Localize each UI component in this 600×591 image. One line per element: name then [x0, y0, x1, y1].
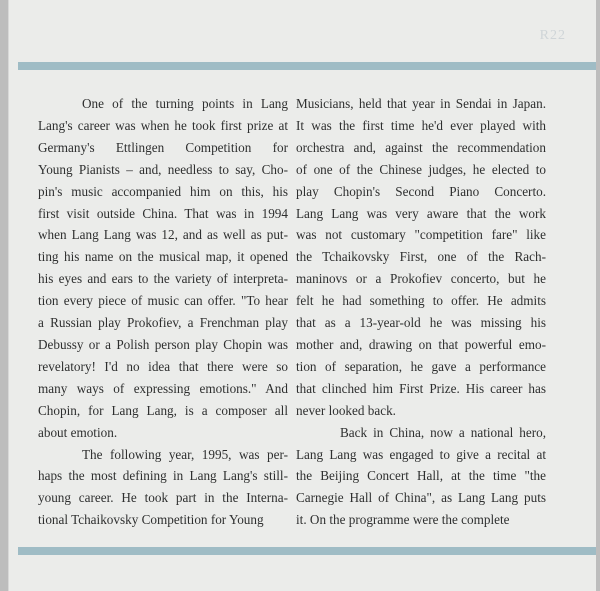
- text-line: that clinched him First Prize. His career has: [296, 380, 546, 396]
- text-line: Musicians, held that year in Sendai in Japan.: [296, 96, 546, 111]
- text-line: felt he had something to offer. He admits: [296, 293, 546, 309]
- text-line: ting his name on the musical map, it opened: [38, 249, 288, 265]
- paragraph: [296, 422, 546, 532]
- page-number: R22: [539, 28, 566, 43]
- text-line: It was the first time he'd ever played with: [296, 117, 546, 133]
- text-line: Back in China, now a national hero,: [340, 424, 546, 440]
- text-line: Carnegie Hall of China", as Lang Lang puts: [296, 490, 546, 506]
- text-line: orchestra and, against the recommendation: [296, 139, 546, 155]
- right-column: [296, 93, 546, 531]
- text-line: tion every piece of music can offer. "To hear: [38, 293, 288, 309]
- article-body: [38, 93, 576, 533]
- paragraph: [38, 444, 288, 532]
- text-line: The following year, 1995, was per-: [82, 446, 288, 462]
- bottom-rule: [18, 547, 596, 555]
- paragraph: [38, 93, 288, 444]
- text-line: never looked back.: [296, 402, 396, 418]
- text-line: his eyes and ears to the variety of interpreta-: [38, 271, 288, 287]
- paragraph: [296, 93, 546, 422]
- text-line: many ways of expressing emotions." And: [38, 380, 288, 396]
- text-line: haps the most defining in Lang Lang's still-: [38, 468, 288, 484]
- booklet-page: [8, 0, 596, 591]
- text-line: One of the turning points in Lang: [82, 96, 288, 111]
- text-line: Lang Lang was very aware that the work: [296, 205, 546, 221]
- text-line: Lang Lang was engaged to give a recital at: [296, 446, 546, 462]
- text-line: Lang's career was when he took first prize at: [38, 117, 288, 133]
- text-line: play Chopin's Second Piano Concerto.: [296, 183, 546, 199]
- text-line: mother and, drawing on that powerful emo-: [296, 336, 546, 352]
- text-line: was not customary "competition fare" like: [296, 227, 546, 243]
- text-line: Germany's Ettlingen Competition for: [38, 139, 288, 155]
- text-line: tion of separation, he gave a performance: [296, 358, 546, 374]
- text-line: Young Pianists – and, needless to say, Cho-: [38, 161, 288, 177]
- text-line: tional Tchaikovsky Competition for Young: [38, 512, 264, 528]
- text-line: about emotion.: [38, 424, 118, 440]
- text-line: when Lang Lang was 12, and as well as put-: [38, 227, 288, 243]
- text-line: revelatory! I'd no idea that there were so: [38, 358, 288, 374]
- text-line: young career. He took part in the Interna-: [38, 490, 288, 506]
- top-rule: [18, 62, 596, 70]
- text-line: pin's music accompanied him on this, his: [38, 183, 288, 199]
- text-line: Chopin, for Lang Lang, is a composer all: [38, 402, 288, 418]
- text-line: it. On the programme were the complete: [296, 512, 510, 528]
- text-line: that as a 13-year-old he was missing his: [296, 315, 546, 331]
- text-line: a Russian play Prokofiev, a Frenchman play: [38, 315, 288, 331]
- text-line: the Beijing Concert Hall, at the time "the: [296, 468, 546, 484]
- text-line: the Tchaikovsky First, one of the Rach-: [296, 249, 546, 265]
- text-line: Debussy or a Polish person play Chopin was: [38, 336, 288, 352]
- text-line: of one of the Chinese judges, he elected to: [296, 161, 546, 177]
- text-line: first visit outside China. That was in 1994: [38, 205, 288, 221]
- left-column: [38, 93, 288, 531]
- text-line: maninovs or a Prokofiev concerto, but he: [296, 271, 546, 287]
